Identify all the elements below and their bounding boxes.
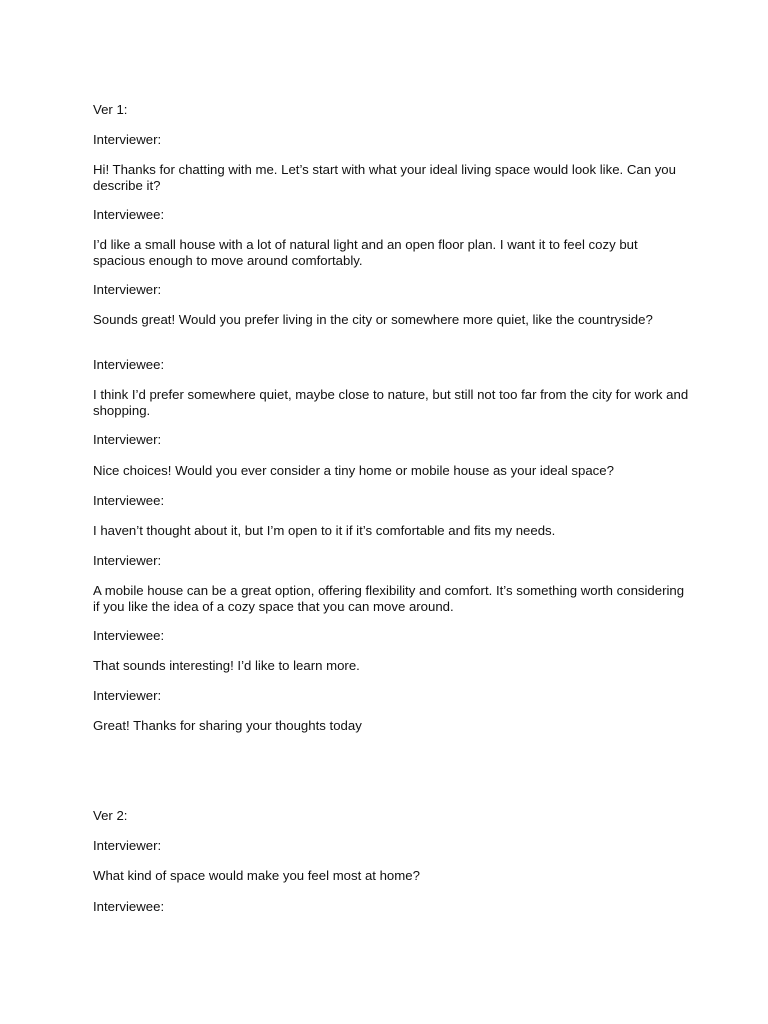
speaker-label: Interviewee: xyxy=(93,207,165,222)
dialogue-text: I haven’t thought about it, but I’m open to it if it’s comfortable and fits my needs. xyxy=(93,523,556,538)
dialogue-text: Great! Thanks for sharing your thoughts today xyxy=(93,718,362,733)
speaker-label: Interviewee: xyxy=(93,628,165,643)
dialogue-text: What kind of space would make you feel most at home? xyxy=(93,868,420,883)
speaker-label: Interviewer: xyxy=(93,282,162,297)
speaker-label: Interviewer: xyxy=(93,688,162,703)
speaker-label: Interviewer: xyxy=(93,838,162,853)
section-heading-ver2: Ver 2: xyxy=(93,808,128,823)
speaker-label: Interviewer: xyxy=(93,132,162,147)
speaker-label: Interviewee: xyxy=(93,357,165,372)
speaker-label: Interviewee: xyxy=(93,493,165,508)
dialogue-text: Hi! Thanks for chatting with me. Let’s start with what your ideal living space would look like. Can you describe it? xyxy=(93,162,676,193)
dialogue-text: I think I’d prefer somewhere quiet, maybe close to nature, but still not too far from the city for work and shopping. xyxy=(93,387,689,418)
section-heading-ver1: Ver 1: xyxy=(93,102,128,117)
dialogue-text: A mobile house can be a great option, offering flexibility and comfort. It’s something worth considering if you like the idea of a cozy space that you can move around. xyxy=(93,583,685,614)
speaker-label: Interviewer: xyxy=(93,432,162,447)
dialogue-text: That sounds interesting! I’d like to learn more. xyxy=(93,658,360,673)
dialogue-text: Sounds great! Would you prefer living in the city or somewhere more quiet, like the countryside? xyxy=(93,312,653,327)
speaker-label: Interviewer: xyxy=(93,553,162,568)
dialogue-text: I’d like a small house with a lot of natural light and an open floor plan. I want it to feel cozy but spacious enough to move around comfortably. xyxy=(93,237,638,268)
speaker-label: Interviewee: xyxy=(93,899,165,914)
dialogue-text: Nice choices! Would you ever consider a tiny home or mobile house as your ideal space? xyxy=(93,463,614,478)
